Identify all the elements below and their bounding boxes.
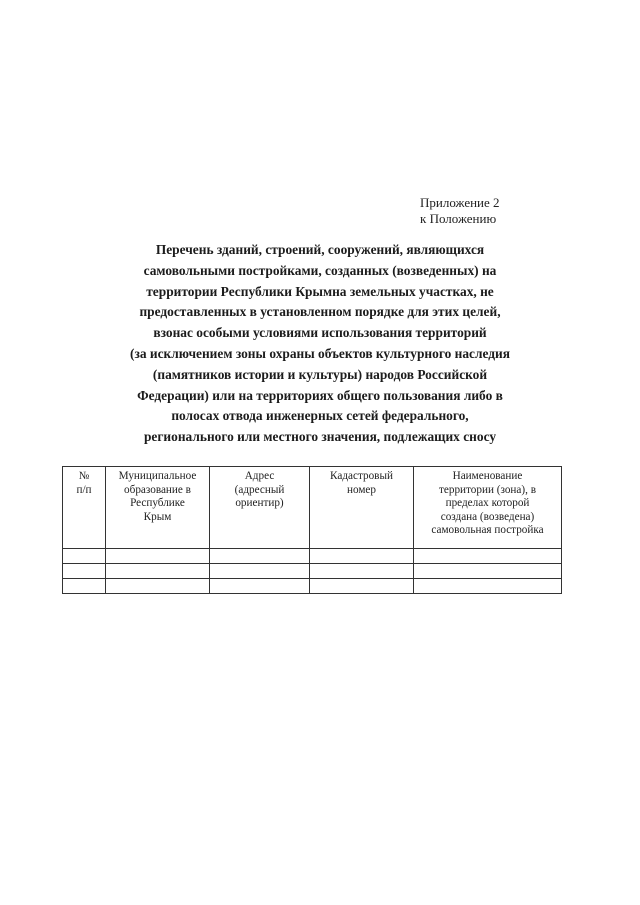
title-line: территории Республики Крымна земельных участках, не [146,283,494,299]
table-cell [106,549,210,564]
title-line: полосах отвода инженерных сетей федерального, [171,408,469,424]
table-cell [414,549,562,564]
title-line: регионального или местного значения, подлежащих сносу [143,429,497,445]
table-header-row [63,467,562,549]
header-territory-name: Наименование территории (зона), в пределах которой создана (возведена) самовольная постройка [414,467,562,549]
appendix-regulation-ref: к Положению [420,211,497,226]
header-address: Адрес (адресный ориентир) [210,467,310,549]
title-line: (памятников истории и культуры) народов Российской [152,366,488,382]
table-cell [210,564,310,579]
table-cell [310,564,414,579]
title-line: взонас особыми условиями использования территорий [153,325,487,341]
table-cell [106,579,210,594]
table-cell [106,564,210,579]
table-cell [310,579,414,594]
appendix-number: Приложение 2 [420,195,500,210]
table-row [63,564,562,579]
table-cell [414,579,562,594]
table-cell [63,549,106,564]
title-line: (за исключением зоны охраны объектов культурного наследия [129,345,510,361]
table-cell [210,579,310,594]
buildings-register-table [62,466,562,594]
appendix-reference [420,195,500,227]
table-row [63,549,562,564]
title-line: самовольными постройками, созданных (возведенных) на [143,262,497,278]
table-cell [210,549,310,564]
table-cell [63,579,106,594]
header-row-number: № п/п [63,467,106,549]
title-line: предоставленных в установленном порядке для этих целей, [139,304,501,320]
title-line: Федерации) или на территориях общего пользования либо в [137,387,503,403]
title-line: Перечень зданий, строений, сооружений, являющихся [155,242,485,257]
table-cell [310,549,414,564]
document-title [50,240,590,448]
table-cell [63,564,106,579]
table-cell [414,564,562,579]
header-cadastral-number: Кадастровый номер [310,467,414,549]
header-municipality: Муниципальное образование в Республике Крым [106,467,210,549]
table-row [63,579,562,594]
